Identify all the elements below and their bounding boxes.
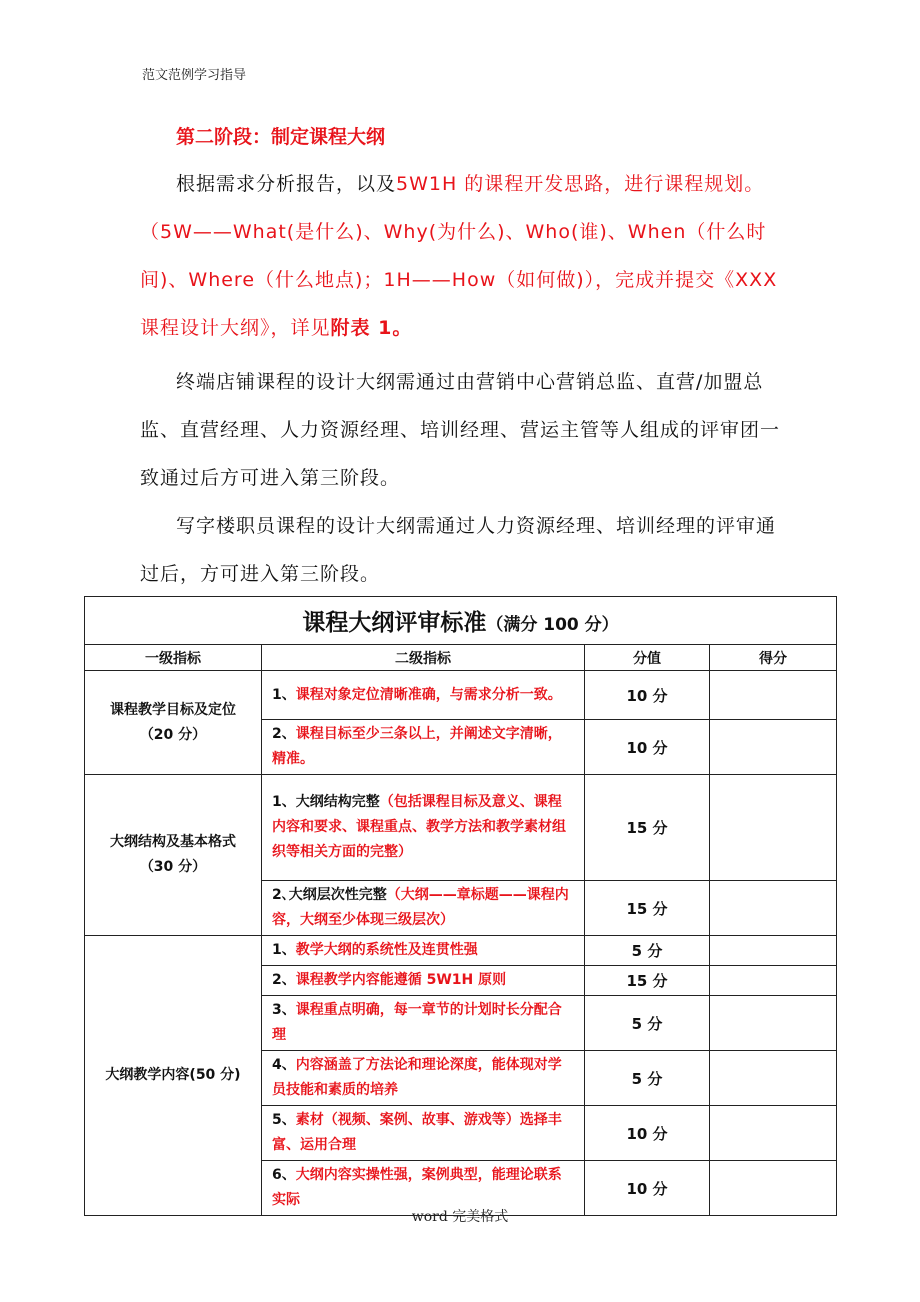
criterion-cell — [262, 881, 585, 936]
category-cell: 课程教学目标及定位（20 分） — [85, 671, 262, 775]
category-cell: 大纲结构及基本格式（30 分） — [85, 775, 262, 936]
criterion-cell — [262, 1106, 585, 1161]
section-heading: 第二阶段：制定课程大纲 — [176, 126, 386, 148]
col-header-level1: 一级指标 — [85, 645, 262, 671]
criterion-num: 5、 — [272, 1112, 296, 1128]
paragraph-office-review — [140, 502, 785, 598]
table-row — [85, 775, 837, 881]
criterion-num: 2、 — [272, 726, 296, 742]
p2-text: 终端店铺课程的设计大纲需通过由营销中心营销总监、直营/加盟总监、直营经理、人力资源经理、培训经理、营运主管等人组成的评审团一致通过后方可进入第三阶段。 — [140, 371, 781, 489]
criterion-text: 大纲内容实操性强，案例典型，能理论联系实际 — [272, 1167, 562, 1208]
rubric-table — [84, 596, 837, 1216]
rubric-header-row — [85, 645, 837, 671]
points-cell: 5 分 — [585, 996, 710, 1051]
criterion-cell — [262, 1051, 585, 1106]
rubric-title-sub: （满分 100 分） — [486, 615, 619, 635]
criterion-cell — [262, 996, 585, 1051]
paragraph-course-planning — [140, 160, 785, 352]
criterion-cell — [262, 775, 585, 881]
criterion-num: 4、 — [272, 1057, 296, 1073]
points-cell: 5 分 — [585, 936, 710, 966]
criterion-cell — [262, 936, 585, 966]
page-header: 范文范例学习指导 — [142, 68, 247, 83]
p1-part-b: 5W1H 的课程开发思路，进行课程规划。（5W——What(是什么)、Why(为什么)、Who(谁)、When（什么时间)、Where（什么地点)；1H——How（如何做)），完成并提交《XXX 课程设计大纲》，详见 — [140, 173, 778, 339]
table-row — [85, 936, 837, 966]
points-cell: 15 分 — [585, 881, 710, 936]
criterion-cell — [262, 966, 585, 996]
criterion-cell — [262, 720, 585, 775]
criterion-num: 2、 — [272, 972, 296, 988]
score-input-cell[interactable] — [710, 720, 837, 775]
criterion-text: （大纲——章标题——课程内容，大纲至少体现三级层次） — [272, 887, 569, 928]
col-header-level2: 二级指标 — [262, 645, 585, 671]
score-input-cell[interactable] — [710, 775, 837, 881]
criterion-num: 1、 — [272, 942, 296, 958]
score-input-cell[interactable] — [710, 671, 837, 720]
criterion-text: 课程对象定位清晰准确，与需求分析一致。 — [295, 686, 562, 703]
score-input-cell[interactable] — [710, 881, 837, 936]
col-header-points: 分值 — [585, 645, 710, 671]
col-header-score: 得分 — [710, 645, 837, 671]
criterion-num: 3、 — [272, 1002, 296, 1018]
points-cell: 15 分 — [585, 966, 710, 996]
table-row — [85, 671, 837, 720]
rubric-title-main: 课程大纲评审标准 — [302, 610, 487, 636]
score-input-cell[interactable] — [710, 1106, 837, 1161]
score-input-cell[interactable] — [710, 1051, 837, 1106]
points-cell: 10 分 — [585, 720, 710, 775]
criterion-cell — [262, 671, 585, 720]
criterion-num: 1、大纲结构完整 — [272, 794, 380, 810]
page-footer: word 完美格式 — [411, 1209, 509, 1225]
criterion-num: 6、 — [272, 1167, 296, 1183]
score-input-cell[interactable] — [710, 996, 837, 1051]
criterion-text: （包括课程目标及意义、课程内容和要求、课程重点、教学方法和教学素材组织等相关方面的完整） — [272, 794, 566, 860]
criterion-num: 2､大纲层次性完整 — [272, 887, 387, 903]
score-input-cell[interactable] — [710, 936, 837, 966]
criterion-text: 教学大纲的系统性及连贯性强 — [295, 942, 478, 958]
criterion-text: 课程目标至少三条以上，并阐述文字清晰，精准。 — [272, 726, 562, 767]
criterion-text: 课程教学内容能遵循 5W1H 原则 — [295, 972, 507, 988]
points-cell: 5 分 — [585, 1051, 710, 1106]
p1-part-a: 根据需求分析报告，以及 — [176, 173, 397, 195]
criterion-text: 课程重点明确，每一章节的计划时长分配合理 — [272, 1002, 562, 1043]
category-cell: 大纲教学内容(50 分) — [85, 936, 262, 1216]
points-cell: 10 分 — [585, 1161, 710, 1216]
score-input-cell[interactable] — [710, 966, 837, 996]
criterion-text: 内容涵盖了方法论和理论深度，能体现对学员技能和素质的培养 — [272, 1057, 562, 1098]
criterion-text: 素材（视频、案例、故事、游戏等）选择丰富、运用合理 — [272, 1112, 562, 1153]
rubric-title — [85, 597, 837, 645]
p1-part-c: 附表 1。 — [330, 317, 413, 339]
paragraph-store-review — [140, 358, 785, 502]
criterion-num: 1、 — [272, 686, 296, 703]
p3-text: 写字楼职员课程的设计大纲需通过人力资源经理、培训经理的评审通过后，方可进入第三阶段。 — [140, 515, 777, 585]
points-cell: 10 分 — [585, 1106, 710, 1161]
points-cell: 10 分 — [585, 671, 710, 720]
points-cell: 15 分 — [585, 775, 710, 881]
